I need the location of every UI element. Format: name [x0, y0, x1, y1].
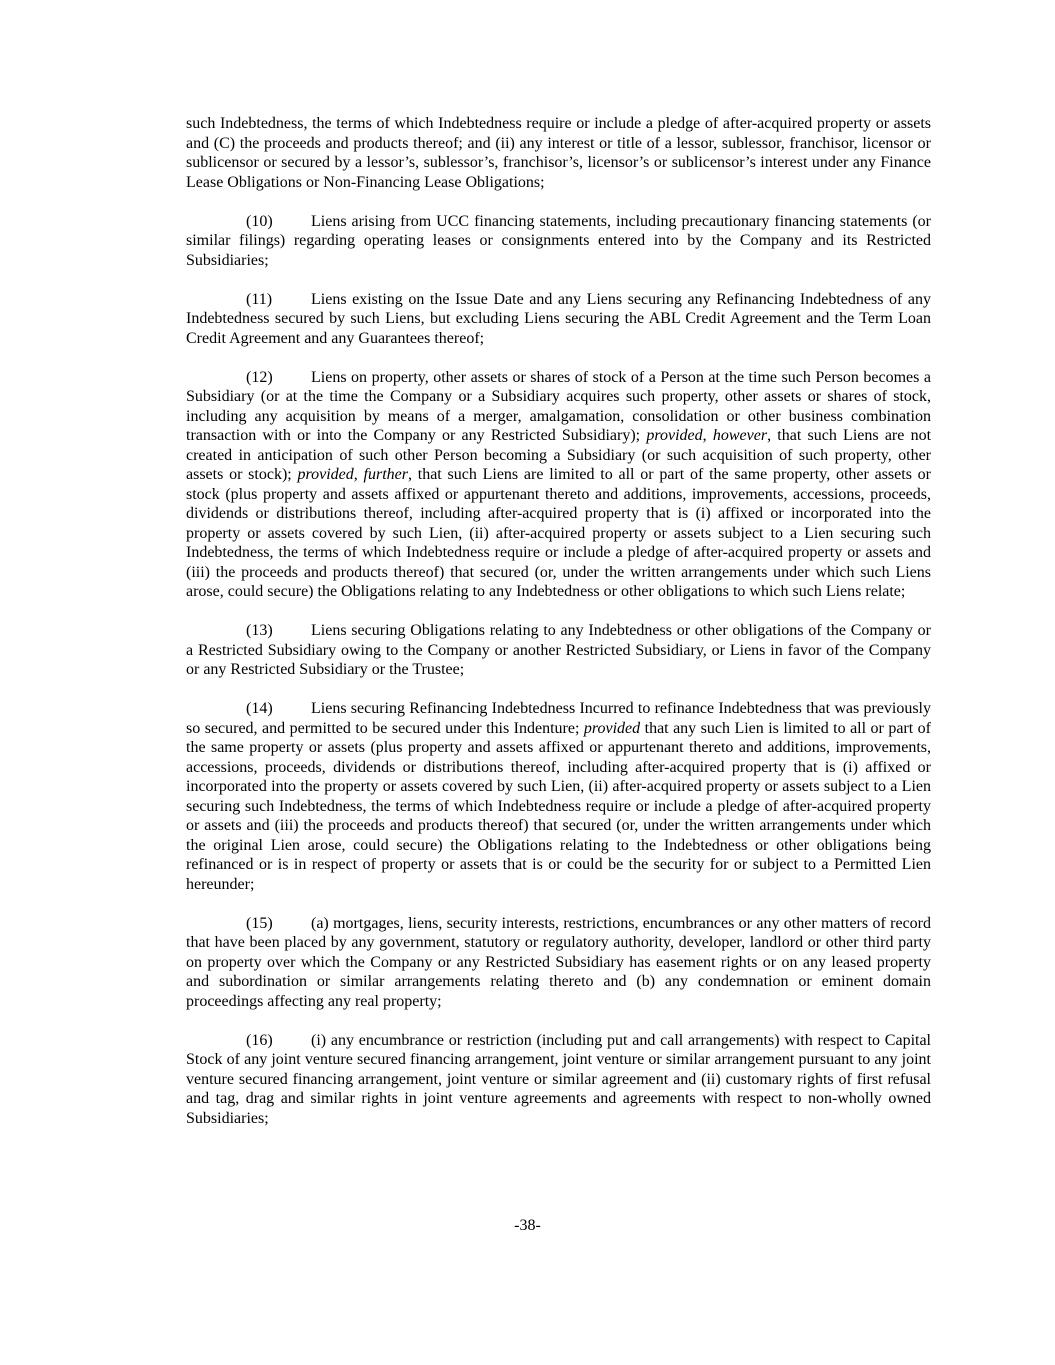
paragraph-number: (11): [246, 290, 273, 308]
paragraph: [186, 114, 931, 192]
text-run: Liens existing on the Issue Date and any Liens securing any Refinancing Indebtedness of any Indebtedness secured by such Liens, but excluding Liens securing the ABL Credit Agreement and the Term Loan Credit Agreement and any Guarantees thereof;: [186, 290, 931, 347]
paragraph: [186, 699, 931, 894]
text-run: such Indebtedness, the terms of which Indebtedness require or include a pledge of after-acquired property or assets and (C) the proceeds and products thereof; and (ii) any interest or title of a lessor, sublessor, franchisor, licensor or sublicensor or secured by a lessor’s, sublessor’s, franchisor’s, licensor’s or sublicensor’s interest under any Finance Lease Obligations or Non-Financing Lease Obligations;: [186, 115, 931, 191]
text-run: (i) any encumbrance or restriction (including put and call arrangements) with respect to Capital Stock of any joint venture secured financing arrangement, joint venture or similar arrangement pursuant to any joint venture secured financing arrangement, joint venture or similar agreement and (ii) customary rights of first refusal and tag, drag and similar rights in joint venture agreements and agreements with respect to non-wholly owned Subsidiaries;: [186, 1031, 931, 1127]
page-number: -38-: [514, 1216, 541, 1234]
paragraph-number: (14): [246, 700, 273, 717]
paragraph: [186, 914, 931, 1012]
paragraph-number: (15): [246, 914, 273, 932]
paragraph: [186, 1031, 931, 1129]
italic-text-run: however: [712, 427, 768, 444]
paragraph-number: (16): [246, 1031, 273, 1049]
paragraph-number: (12): [246, 368, 273, 386]
text-run: ,: [702, 427, 713, 444]
paragraph-number: (10): [246, 212, 273, 230]
italic-text-run: provided: [646, 427, 703, 444]
text-run: , that such Liens are not created in anticipation of such other Person becoming a Subsidiary (or such acquisition of such property, other assets or stock);: [186, 427, 932, 483]
text-run: Liens securing Obligations relating to any Indebtedness or other obligations of the Company or a Restricted Subsidiary owing to the Company or another Restricted Subsidiary, or Liens in favor of the Company or any Restricted Subsidiary or the Trustee;: [186, 622, 931, 678]
paragraph: [186, 212, 931, 271]
italic-text-run: provided, further: [297, 466, 408, 483]
italic-text-run: provided: [583, 719, 641, 737]
paragraph: [186, 368, 931, 602]
text-run: that any such Lien is limited to all or part of the same property or assets (plus property and assets affixed or appurtenant thereto and additions, improvements, accessions, proceeds, dividends or distributions thereof, including after-acquired property that is (i) affixed or incorporated into the property or assets covered by such Lien, (ii) after-acquired property or assets subject to a Lien securing such Indebtedness, the terms of which Indebtedness require or include a pledge of after-acquired property or assets and (iii) the proceeds and products thereof) that secured (or, under the written arrangements under which the original Lien arose, could secure) the Obligations relating to the Indebtedness or other obligations being refinanced or is in respect of property or assets that is or could be the security for or subject to a Permitted Lien hereunder;: [186, 719, 931, 893]
text-run: , that such Liens are limited to all or part of the same property, other assets or stock (plus property and assets affixed or appurtenant thereto and additions, improvements, accessions, proceeds, dividends or distributions thereof, including after-acquired property that is (i) affixed or incorporated into the property or assets covered by such Lien, (ii) after-acquired property or assets subject to a Lien securing such Indebtedness, the terms of which Indebtedness require or include a pledge of after-acquired property or assets and (iii) the proceeds and products thereof) that secured (or, under the written arrangements under which such Liens arose, could secure) the Obligations relating to any Indebtedness or other obligations to which such Liens relate;: [186, 466, 932, 600]
paragraph: [186, 621, 931, 680]
text-run: (a) mortgages, liens, security interests, restrictions, encumbrances or any other matters of record that have been placed by any government, statutory or regulatory authority, developer, landlord or other third party on property over which the Company or any Restricted Subsidiary has easement rights or on any leased property and subordination or similar arrangements relating thereto and (b) any condemnation or eminent domain proceedings affecting any real property;: [186, 914, 931, 1010]
paragraph-number: (13): [246, 622, 273, 639]
text-run: Liens arising from UCC financing statements, including precautionary financing statements (or similar filings) regarding operating leases or consignments entered into by the Company and its Restricted Subsidiaries;: [186, 212, 931, 269]
document-body: [186, 114, 931, 1128]
text-run: Liens on property, other assets or shares of stock of a Person at the time such Person becomes a Subsidiary (or at the time the Company or a Subsidiary acquires such property, other assets or shares of stock, including any acquisition by means of a merger, amalgamation, consolidation or other business combination transaction with or into the Company or any Restricted Subsidiary);: [186, 368, 931, 444]
paragraph: [186, 290, 931, 349]
text-run: Liens securing Refinancing Indebtedness Incurred to refinance Indebtedness that was previously so secured, and permitted to be secured under this Indenture;: [186, 700, 931, 737]
